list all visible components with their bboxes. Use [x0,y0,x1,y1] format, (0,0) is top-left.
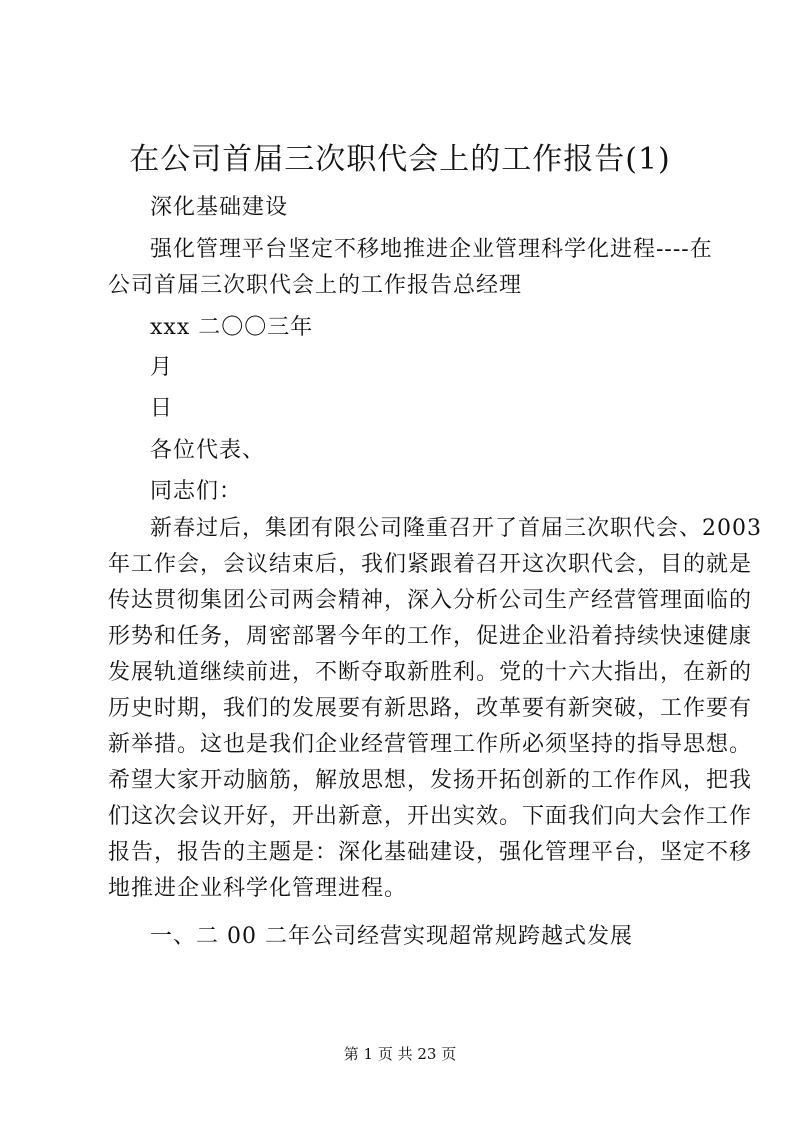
paragraph-line: 形势和任务，周密部署今年的工作，促进企业沿着持续快速健康 [108,624,753,649]
date-line-month: 月 [150,355,174,380]
paragraph-line: 们这次会议开好，开出新意，开出实效。下面我们向大会作工作 [108,804,753,829]
paragraph-line: 年工作会，会议结束后，我们紧跟着召开这次职代会，目的就是 [108,552,753,577]
paragraph-line: 新春过后，集团有限公司隆重召开了首届三次职代会、2003 [150,516,762,541]
section-heading: 一、二 00 二年公司经营实现超常规跨越式发展 [150,924,633,949]
subtitle-line: 深化基础建设 [150,195,289,220]
paragraph-line: 历史时期，我们的发展要有新思路，改革要有新突破，工作要有 [108,696,753,721]
paragraph-line: 发展轨道继续前进，不断夺取新胜利。党的十六大指出，在新的 [108,660,753,685]
salutation-line: 各位代表、 [150,438,266,463]
heading-line: 强化管理平台坚定不移地推进企业管理科学化进程----在 [150,237,713,262]
heading-line-cont: 公司首届三次职代会上的工作报告总经理 [108,273,523,298]
date-line-day: 日 [150,396,174,421]
paragraph-line: 新举措。这也是我们企业经营管理工作所必须坚持的指导思想。 [108,732,753,757]
paragraph-line: 报告，报告的主题是：深化基础建设，强化管理平台，坚定不移 [108,840,753,865]
paragraph-line: 地推进企业科学化管理进程。 [108,876,408,901]
page-number-footer: 第 1 页 共 23 页 [343,1045,457,1063]
paragraph-line: 希望大家开动脑筋，解放思想，发扬开拓创新的工作作风，把我 [108,768,753,793]
date-line-year: xxx 二〇〇三年 [150,315,314,340]
document-title: 在公司首届三次职代会上的工作报告(1) [129,142,671,177]
salutation-line: 同志们： [150,479,243,504]
paragraph-line: 传达贯彻集团公司两会精神，深入分析公司生产经营管理面临的 [108,588,753,613]
